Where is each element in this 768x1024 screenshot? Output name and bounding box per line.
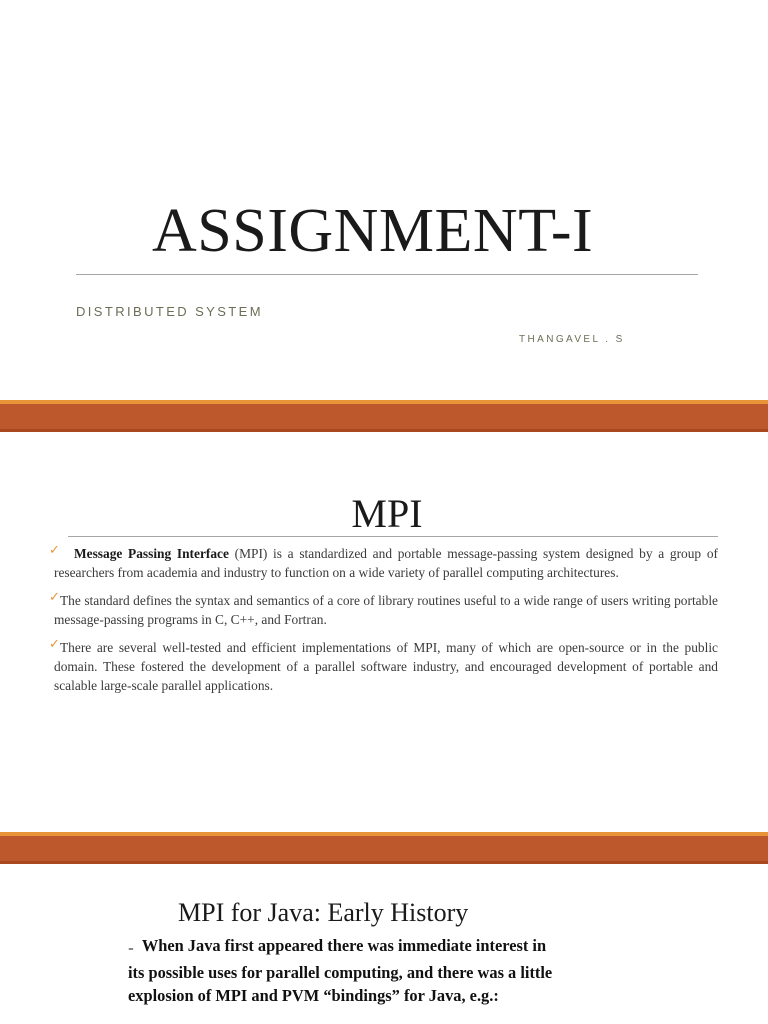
mpi-java-text: When Java first appeared there was immediate interest in its possible uses for parallel computing, and there was a little explosion of MPI and PVM “bindings” for Java, e.g.: bbox=[128, 936, 553, 1005]
slide-separator-band bbox=[0, 400, 768, 432]
mpi-java-paragraph bbox=[128, 934, 558, 1008]
check-mark-icon: ✓ bbox=[49, 590, 60, 605]
bullet-mark-icon: ₌ bbox=[128, 942, 134, 954]
slide-title-heading: ASSIGNMENT-I bbox=[152, 197, 594, 265]
slide-mpi-java-history bbox=[0, 864, 768, 1024]
mpi-bullet-list bbox=[49, 543, 718, 704]
mpi-bullet-text: There are several well-tested and efficient implementations of MPI, many of which are open-source or in the public domain. These fostered the development of a parallel software industry, and encouraged development of portable and scalable large-scale parallel applications. bbox=[54, 640, 718, 693]
check-mark-icon: ✓ bbox=[49, 543, 60, 558]
mpi-bullet bbox=[49, 590, 718, 629]
slide-separator-band bbox=[0, 832, 768, 864]
title-divider bbox=[76, 274, 698, 275]
mpi-title: MPI bbox=[351, 491, 423, 536]
mpi-bullet-text: The standard defines the syntax and semantics of a core of library routines useful to a wide range of users writing portable message-passing programs in C, C++, and Fortran. bbox=[54, 593, 718, 627]
mpi-bullet bbox=[49, 543, 718, 582]
mpi-bullet-bold: Message Passing Interface bbox=[74, 546, 229, 561]
mpi-java-title: MPI for Java: Early History bbox=[178, 898, 469, 927]
mpi-title-divider bbox=[68, 536, 718, 537]
check-mark-icon: ✓ bbox=[49, 637, 60, 652]
slide-mpi bbox=[0, 432, 768, 832]
mpi-bullet bbox=[49, 637, 718, 695]
slide-subtitle: DISTRIBUTED SYSTEM bbox=[76, 304, 263, 319]
slide-author: THANGAVEL . S bbox=[519, 334, 625, 345]
mpi-bullet-text: (MPI) is a standardized and portable message-passing system designed by a group of researchers from academia and industry to function on a wide variety of parallel computing architectures. bbox=[54, 546, 718, 580]
slide-title bbox=[0, 0, 768, 400]
